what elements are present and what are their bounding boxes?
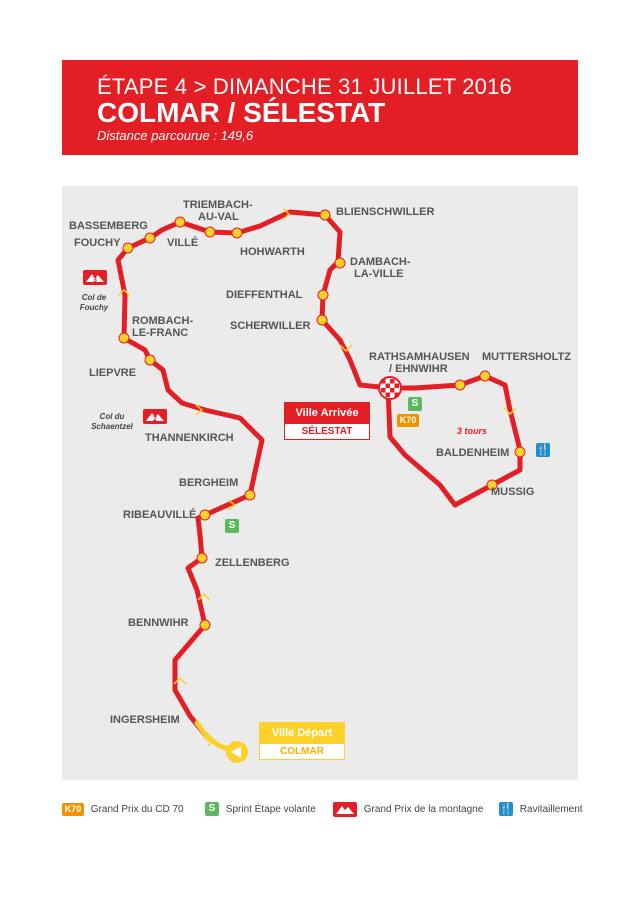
- town-hohwarth: HOHWARTH: [240, 246, 305, 258]
- dot-rombach: [119, 333, 129, 343]
- legend-k70-badge: K70: [62, 803, 84, 816]
- legend-k70: [62, 802, 184, 817]
- town-bennwihr: BENNWIHR: [128, 617, 189, 629]
- town-bassemberg: BASSEMBERG: [69, 220, 148, 232]
- dot-dambach: [335, 258, 345, 268]
- dot-muttersholtz-a: [455, 380, 465, 390]
- legend-mountain: [333, 802, 483, 817]
- town-liepvre: LIEPVRE: [89, 367, 137, 379]
- dot-ville: [205, 227, 215, 237]
- arrival-label: Ville Arrivée: [284, 402, 370, 424]
- legend-fork-icon: 🍴: [499, 803, 513, 816]
- loop-label: 3 tours: [457, 426, 488, 436]
- dot-bergheim: [245, 490, 255, 500]
- legend-sprint: [205, 802, 316, 817]
- legend-mountain-icon: [333, 802, 357, 817]
- mountain-cat-fouchy: 3: [93, 277, 97, 284]
- route-line: [118, 212, 520, 738]
- col-schaentzel-l1: Col du: [99, 412, 125, 421]
- arrival-town: SÉLESTAT: [284, 424, 370, 440]
- departure-label: Ville Départ: [259, 722, 345, 744]
- col-fouchy-l2: Fouchy: [79, 303, 109, 312]
- town-ingersheim: INGERSHEIM: [110, 714, 180, 726]
- town-laville: LA-VILLE: [354, 268, 404, 280]
- legend-sprint-text: Sprint Étape volante: [225, 804, 316, 815]
- dot-zellenberg: [197, 553, 207, 563]
- town-baldenheim: BALDENHEIM: [436, 447, 510, 459]
- col-fouchy-label: [66, 293, 122, 313]
- sprint-badge-ribeauville: S: [225, 519, 239, 533]
- mountain-cat-schaentzel: 2: [153, 416, 157, 423]
- dot-fouchy: [123, 243, 133, 253]
- stage-title: COLMAR / SÉLESTAT: [97, 97, 386, 128]
- departure-town: COLMAR: [259, 744, 345, 760]
- dot-muttersholtz-b: [480, 371, 490, 381]
- fork-icon-ravito: 🍴: [536, 444, 550, 456]
- dot-liepvre: [145, 355, 155, 365]
- town-bergheim: BERGHEIM: [179, 477, 239, 489]
- town-ville: VILLÉ: [167, 237, 199, 249]
- town-fouchy: FOUCHY: [74, 237, 121, 249]
- town-lefranc: LE-FRANC: [132, 327, 189, 339]
- departure-box: [259, 722, 345, 760]
- town-rombach: ROMBACH-: [132, 315, 194, 327]
- legend-sprint-badge: S: [205, 802, 219, 816]
- arrival-box: [284, 402, 370, 440]
- dot-blienschwiller: [320, 210, 330, 220]
- legend-k70-text: Grand Prix du CD 70: [90, 804, 184, 815]
- town-mussig: MUSSIG: [491, 486, 535, 498]
- town-thannenkirch: THANNENKIRCH: [145, 432, 234, 444]
- dot-scherwiller: [317, 315, 327, 325]
- legend-mountain-text: Grand Prix de la montagne: [363, 804, 484, 816]
- dot-ribeauville: [200, 510, 210, 520]
- mountain-icon-schaentzel: [143, 409, 167, 424]
- town-triembach: TRIEMBACH-: [183, 199, 253, 211]
- legend-ravito: [499, 802, 583, 817]
- direction-arrows: [118, 208, 516, 746]
- town-scherwiller: SCHERWILLER: [230, 320, 311, 332]
- dot-baldenheim: [515, 447, 525, 457]
- start-marker: [226, 741, 248, 763]
- dot-dieffenthal: [318, 290, 328, 300]
- dot-triembach: [175, 217, 185, 227]
- dot-bassemberg: [145, 233, 155, 243]
- col-schaentzel-l2: Schaentzel: [91, 422, 133, 431]
- town-muttersholtz: MUTTERSHOLTZ: [482, 351, 572, 363]
- town-blienschwiller: BLIENSCHWILLER: [336, 206, 435, 218]
- mountain-icon-fouchy: [83, 270, 107, 285]
- k70-badge-map: K70: [397, 414, 419, 427]
- dot-hohwarth: [232, 228, 242, 238]
- town-zellenberg: ZELLENBERG: [215, 557, 290, 569]
- town-auval: AU-VAL: [198, 211, 239, 223]
- town-ribeauville: RIBEAUVILLÉ: [123, 509, 197, 521]
- legend-ravito-text: Ravitaillement: [519, 804, 583, 815]
- sprint-badge-ehnwihr: S: [408, 397, 422, 411]
- finish-marker: [379, 377, 401, 399]
- town-ehnwihr: / EHNWIHR: [389, 363, 448, 375]
- stage-date: ÉTAPE 4 > DIMANCHE 31 JUILLET 2016: [97, 74, 512, 99]
- stage-distance: Distance parcourue : 149,6: [97, 128, 254, 143]
- town-dieffenthal: DIEFFENTHAL: [226, 289, 303, 301]
- col-schaentzel-label: [84, 412, 140, 432]
- town-rathsamhausen: RATHSAMHAUSEN: [369, 351, 470, 363]
- dot-bennwihr: [200, 620, 210, 630]
- col-fouchy-l1: Col de: [81, 293, 107, 302]
- town-dambach: DAMBACH-: [350, 256, 411, 268]
